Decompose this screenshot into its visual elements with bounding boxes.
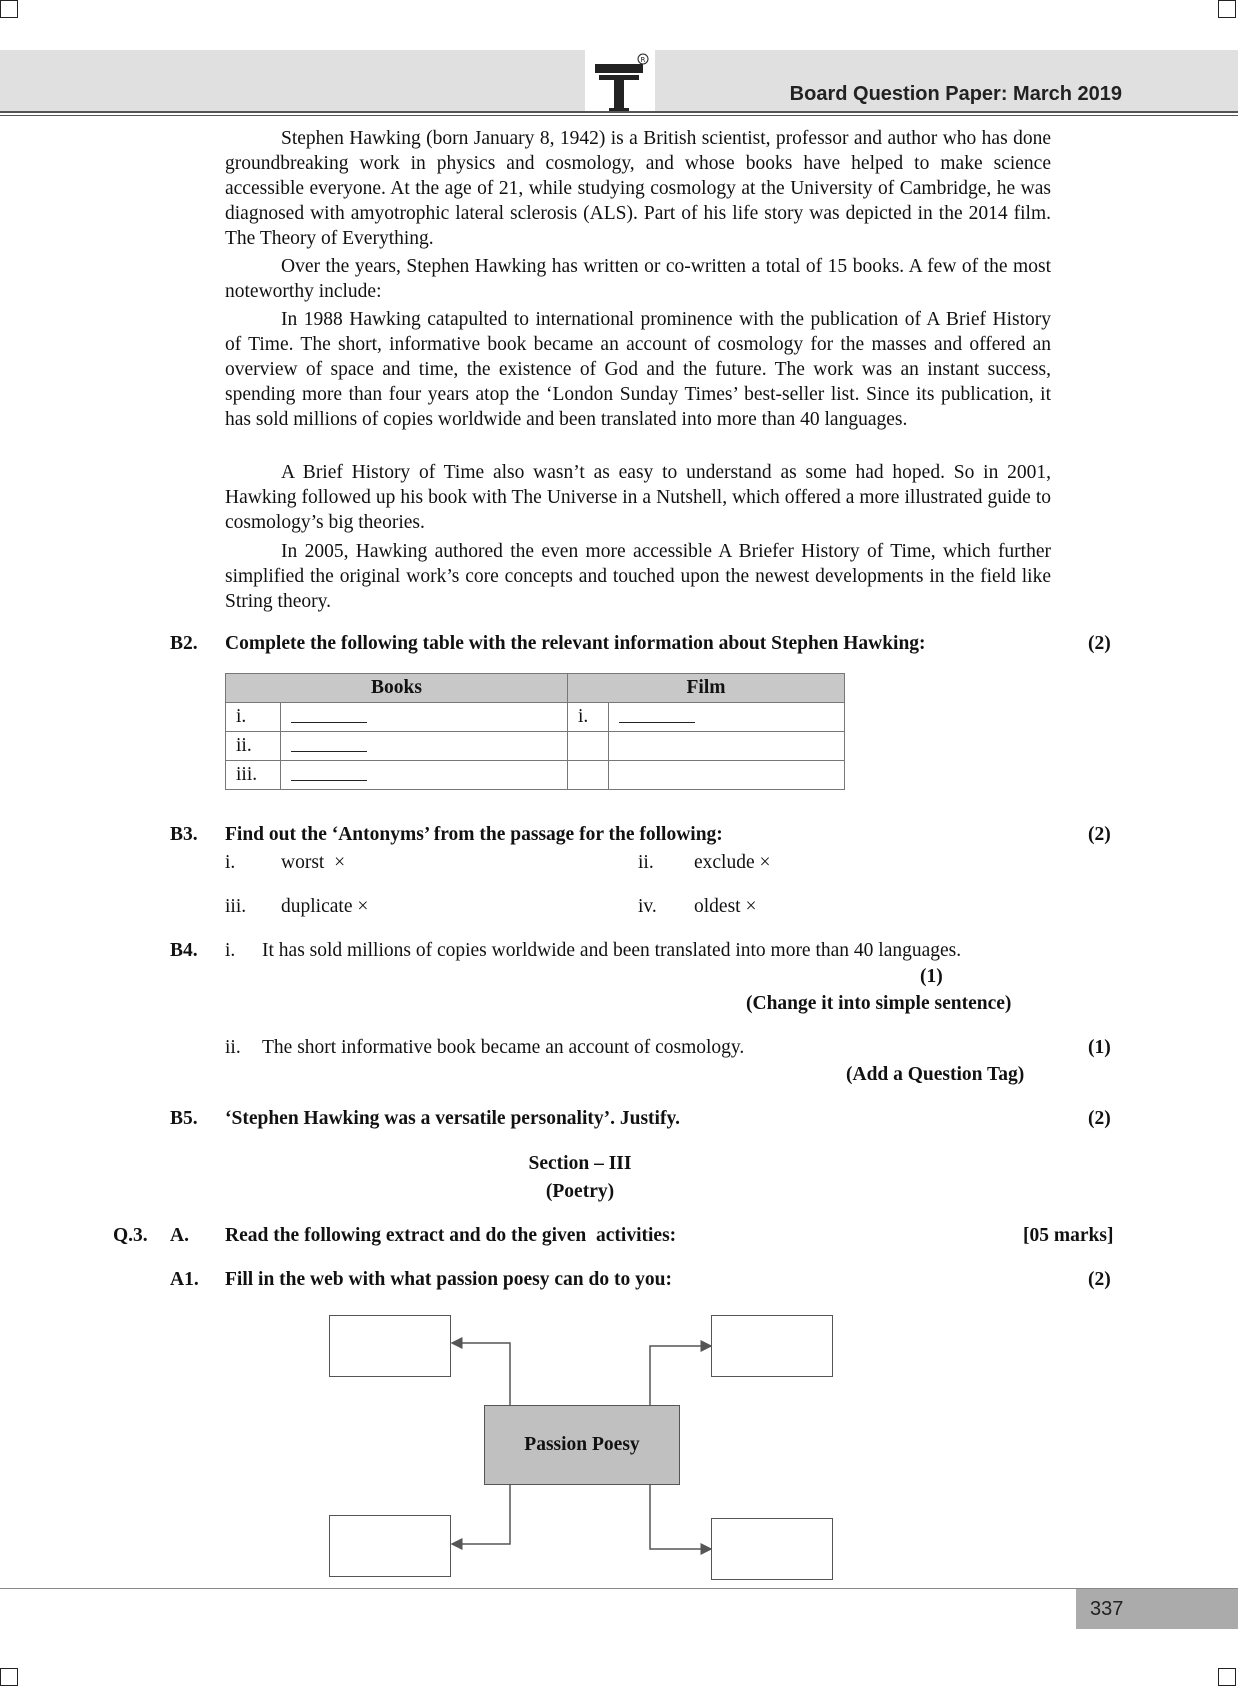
web-center-node (484, 1405, 680, 1485)
question-label-q3: Q.3. (113, 1225, 148, 1246)
book-row-number: i. (226, 703, 281, 732)
film-row-number: i. (568, 703, 609, 732)
table-header-books: Books (226, 674, 568, 703)
b4-sentence-1: It has sold millions of copies worldwide and been translated into more than 40 languages. (262, 940, 962, 961)
page-number: 337 (1076, 1589, 1238, 1629)
question-text-b3: Find out the ‘Antonyms’ from the passage for the following: (225, 824, 723, 845)
question-text-b5: ‘Stephen Hawking was a versatile personality’. Justify. (225, 1108, 681, 1129)
marks-b4-i: (1) (920, 966, 943, 987)
question-label-a1: A1. (170, 1269, 199, 1290)
passage-paragraph-5: In 2005, Hawking authored the even more accessible A Briefer History of Time, which further simplified the original work’s core concepts and touched upon the newest developments in the field like String theory. (225, 541, 1051, 612)
b4-instruction-2: (Add a Question Tag) (846, 1064, 1025, 1085)
svg-text:R: R (640, 56, 646, 64)
passage-paragraph-3: In 1988 Hawking catapulted to international prominence with the publication of A Brief History of Time. The short, informative book became an account of cosmology for the masses and offered an overview of space and time, the existence of God and the future. The work was an instant success, spending more than four years atop the ‘London Sunday Times’ best-seller list. Since its publication, it has sold millions of copies worldwide and been translated into more than 40 languages. (225, 309, 1051, 430)
antonym-number: ii. (638, 852, 654, 873)
book-row-number: ii. (226, 732, 281, 761)
web-answer-box-bottom-right[interactable] (711, 1518, 833, 1580)
book-row-number: iii. (226, 761, 281, 790)
web-answer-box-bottom-left[interactable] (329, 1515, 451, 1577)
passage-paragraph-1: Stephen Hawking (born January 8, 1942) is a British scientist, professor and author who has done groundbreaking work in physics and cosmology, and whose books have helped to make science accessible everyone. At the age of 21, while studying cosmology at the University of Cambridge, he was diagnosed with amyotrophic lateral sclerosis (ALS). Part of his life story was depicted in the 2014 film. The Theory of Everything. (225, 128, 1051, 249)
marks-b3: (2) (1088, 824, 1111, 845)
b4-item-number: i. (225, 940, 236, 961)
table-header-film: Film (568, 674, 845, 703)
question-text-a1: Fill in the web with what passion poesy can do to you: (225, 1269, 672, 1290)
b4-sentence-2: The short informative book became an account of cosmology. (262, 1037, 745, 1058)
header-title: Board Question Paper: March 2019 (789, 83, 1122, 105)
question-text-b2: Complete the following table with the relevant information about Stephen Hawking: (225, 633, 926, 654)
marks-b4-ii: (1) (1088, 1037, 1111, 1058)
antonym-word: duplicate × (281, 896, 369, 917)
section-title: Section – III (528, 1153, 632, 1174)
web-answer-box-top-right[interactable] (711, 1315, 833, 1377)
antonym-number: iii. (225, 896, 247, 917)
question-part-a: A. (170, 1225, 189, 1246)
marks-b5: (2) (1088, 1108, 1111, 1129)
web-center-label: Passion Poesy (524, 1434, 640, 1455)
passage-paragraph-4: A Brief History of Time also wasn’t as easy to understand as some had hoped. So in 2001, Hawking followed up his book with The Universe in a Nutshell, which offered a more illustrated guide to cosmology’s big theories. (225, 462, 1051, 533)
question-label-b4: B4. (170, 940, 198, 961)
b4-instruction-1: (Change it into simple sentence) (746, 993, 1012, 1014)
marks-a1: (2) (1088, 1269, 1111, 1290)
question-text-q3: Read the following extract and do the given activities: (225, 1225, 677, 1246)
antonym-word: exclude × (694, 852, 771, 873)
marks-q3: [05 marks] (1023, 1225, 1114, 1246)
marks-b2: (2) (1088, 633, 1111, 654)
b4-item-number: ii. (225, 1037, 241, 1058)
question-label-b3: B3. (170, 824, 198, 845)
footer-rule (0, 1588, 1238, 1589)
antonym-number: iv. (638, 896, 657, 917)
question-label-b5: B5. (170, 1108, 198, 1129)
antonym-word: oldest × (694, 896, 757, 917)
web-answer-box-top-left[interactable] (329, 1315, 451, 1377)
passage-paragraph-2: Over the years, Stephen Hawking has written or co-written a total of 15 books. A few of the most noteworthy include: (225, 256, 1051, 302)
antonym-word: worst × (281, 852, 346, 873)
antonym-number: i. (225, 852, 236, 873)
question-label-b2: B2. (170, 633, 198, 654)
section-subtitle: (Poetry) (545, 1181, 615, 1202)
